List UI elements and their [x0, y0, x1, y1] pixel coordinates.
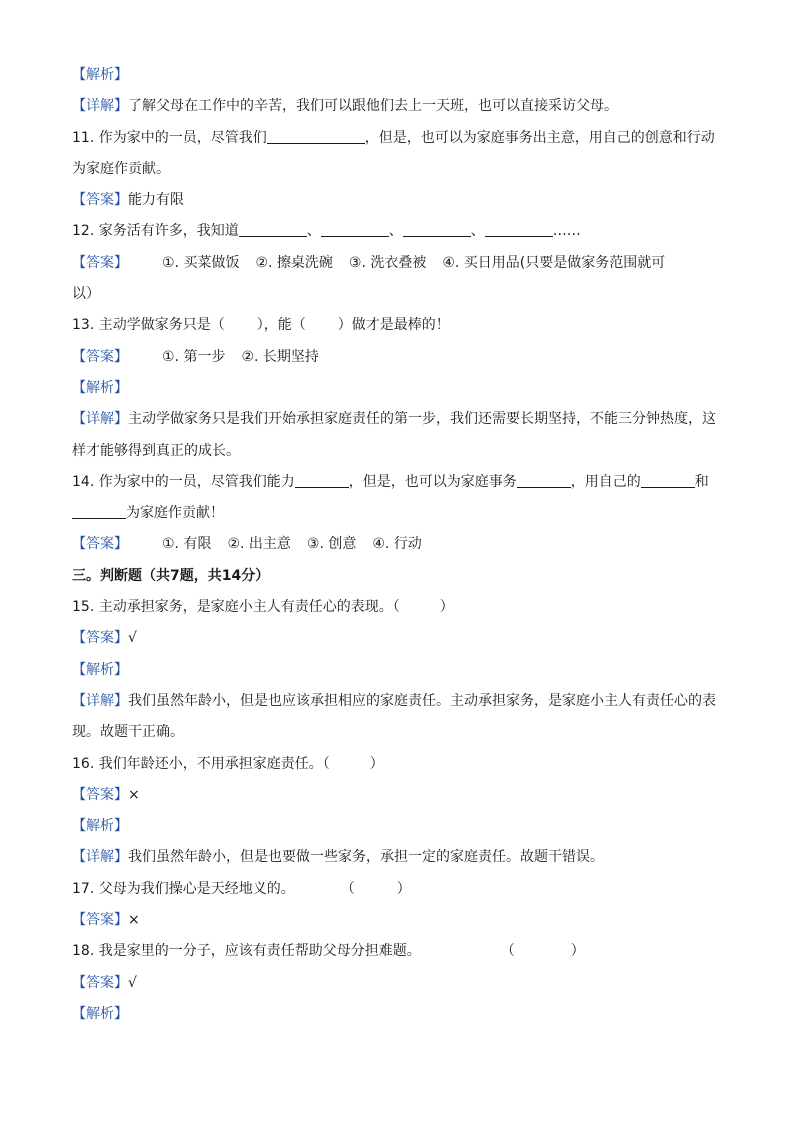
separator: 、 [388, 223, 403, 240]
question-14-text-e: 为家庭作贡献！ [126, 505, 224, 522]
analysis-label-line [72, 1001, 724, 1032]
answer-tag: 【答案】 [72, 912, 128, 929]
paren-close: ） [570, 943, 585, 960]
answer-text: √ [128, 974, 137, 991]
answer-tag: 【答案】 [72, 348, 128, 365]
paren-close: ） [439, 599, 454, 616]
answer-14 [72, 531, 724, 562]
analysis-tag: 【解析】 [72, 67, 128, 83]
analysis-label-line [72, 375, 724, 406]
answer-13 [72, 344, 724, 375]
question-11-text-b: ，但是，也可以为家庭事务出主意，用自己的创意和行动 [364, 129, 715, 146]
detail-text: 样才能够得到真正的成长。 [72, 442, 240, 459]
blank [517, 472, 571, 488]
answer-item: ④. 行动 [372, 536, 422, 553]
question-12 [72, 218, 724, 249]
answer-17 [72, 907, 724, 938]
detail-line [72, 93, 724, 124]
question-16 [72, 751, 724, 782]
separator: 、 [306, 223, 321, 240]
paren-open: （ [340, 880, 355, 897]
question-13-text-b: ），能（ [256, 317, 306, 334]
question-15-text: 15. 主动承担家务，是家庭小主人有责任心的表现。（ [72, 599, 400, 616]
answer-continuation: 以） [72, 286, 100, 303]
analysis-tag: 【解析】 [72, 661, 128, 678]
answer-15 [72, 625, 724, 656]
answer-text: × [128, 786, 140, 803]
question-11 [72, 125, 724, 156]
question-11-text-c: 为家庭作贡献。 [72, 160, 170, 177]
detail-text: 了解父母在工作中的辛苦，我们可以跟他们去上一天班，也可以直接采访父母。 [128, 98, 618, 115]
answer-tag: 【答案】 [72, 536, 128, 553]
blank [485, 221, 553, 237]
paren-close: ） [396, 880, 411, 897]
paren-close: ） [369, 755, 384, 772]
answer-item: ②. 长期坚持 [241, 348, 319, 365]
answer-text: × [128, 912, 140, 929]
blank [239, 221, 307, 237]
analysis-tag: 【解析】 [72, 379, 128, 396]
question-17-text: 17. 父母为我们操心是天经地义的。 [72, 880, 295, 897]
blank [641, 472, 695, 488]
question-13-text-c: ）做才是最棒的！ [337, 317, 450, 334]
question-15 [72, 594, 724, 625]
blank [321, 221, 389, 237]
blank [403, 221, 471, 237]
blank [72, 503, 126, 519]
answer-tag: 【答案】 [72, 192, 128, 209]
question-14-text-b: ，但是，也可以为家庭事务 [348, 473, 517, 490]
answer-item: ③. 创意 [306, 536, 357, 553]
detail-15-cont [72, 719, 724, 750]
detail-text: 主动学做家务只是我们开始承担家庭责任的第一步，我们还需要长期坚持，不能三分钟热度，这 [128, 411, 716, 428]
detail-15 [72, 688, 724, 719]
question-13-text-a: 13. 主动学做家务只是（ [72, 317, 225, 334]
detail-text: 我们虽然年龄小，但是也要做一些家务，承担一定的家庭责任。故题干错误。 [128, 849, 604, 866]
analysis-tag: 【解析】 [72, 1005, 128, 1022]
detail-13 [72, 406, 724, 437]
answer-tag: 【答案】 [72, 630, 128, 647]
answer-item: ④. 买日用品(只要是做家务范围就可 [442, 254, 666, 271]
question-17 [72, 876, 724, 907]
question-11-cont [72, 156, 724, 187]
detail-text: 现。故题干正确。 [72, 724, 184, 741]
answer-text: √ [128, 630, 137, 647]
question-14-text-d: 和 [694, 473, 709, 490]
answer-tag: 【答案】 [72, 254, 128, 271]
question-14-text-a: 14. 作为家中的一员，尽管我们能力 [72, 473, 295, 490]
detail-tag: 【详解】 [72, 849, 128, 866]
answer-12 [72, 250, 724, 281]
answer-tag: 【答案】 [72, 786, 128, 803]
analysis-label-line [72, 657, 724, 688]
detail-13-cont [72, 438, 724, 469]
paren-open: （ [500, 943, 515, 960]
answer-text: 能力有限 [128, 192, 184, 209]
detail-tag: 【详解】 [72, 411, 128, 428]
blank [295, 472, 349, 488]
detail-text: 我们虽然年龄小，但是也应该承担相应的家庭责任。主动承担家务，是家庭小主人有责任心的表 [128, 692, 716, 709]
answer-item: ②. 擦桌洗碗 [255, 254, 333, 271]
question-14 [72, 469, 724, 500]
ellipsis: …… [552, 223, 581, 240]
question-14-text-c: ，用自己的 [570, 473, 641, 490]
analysis-tag: 【解析】 [72, 818, 128, 835]
question-16-text: 16. 我们年龄还小，不用承担家庭责任。（ [72, 755, 330, 772]
detail-16 [72, 844, 724, 875]
question-11-text-a: 11. 作为家中的一员，尽管我们 [72, 129, 267, 146]
question-18 [72, 938, 724, 969]
answer-12-cont [72, 281, 724, 312]
separator: 、 [470, 223, 485, 240]
answer-item: ①. 有限 [162, 536, 212, 553]
answer-tag: 【答案】 [72, 974, 128, 991]
question-13 [72, 312, 724, 343]
question-14-cont [72, 500, 724, 531]
question-12-text: 12. 家务活有许多，我知道 [72, 223, 239, 240]
document-page [72, 62, 724, 1032]
answer-item: ②. 出主意 [227, 536, 291, 553]
section-heading: 三。判断题（共7题，共14分） [72, 567, 270, 584]
analysis-label-line [72, 813, 724, 844]
answer-item: ①. 第一步 [162, 348, 226, 365]
analysis-label-line [72, 62, 724, 93]
answer-item: ①. 买菜做饭 [162, 254, 240, 271]
detail-tag: 【详解】 [72, 692, 128, 709]
question-18-text: 18. 我是家里的一分子，应该有责任帮助父母分担难题。 [72, 943, 421, 960]
answer-11 [72, 187, 724, 218]
detail-tag: 【详解】 [72, 98, 128, 115]
answer-16 [72, 782, 724, 813]
blank [267, 128, 365, 144]
answer-18 [72, 970, 724, 1001]
answer-item: ③. 洗衣叠被 [348, 254, 427, 271]
